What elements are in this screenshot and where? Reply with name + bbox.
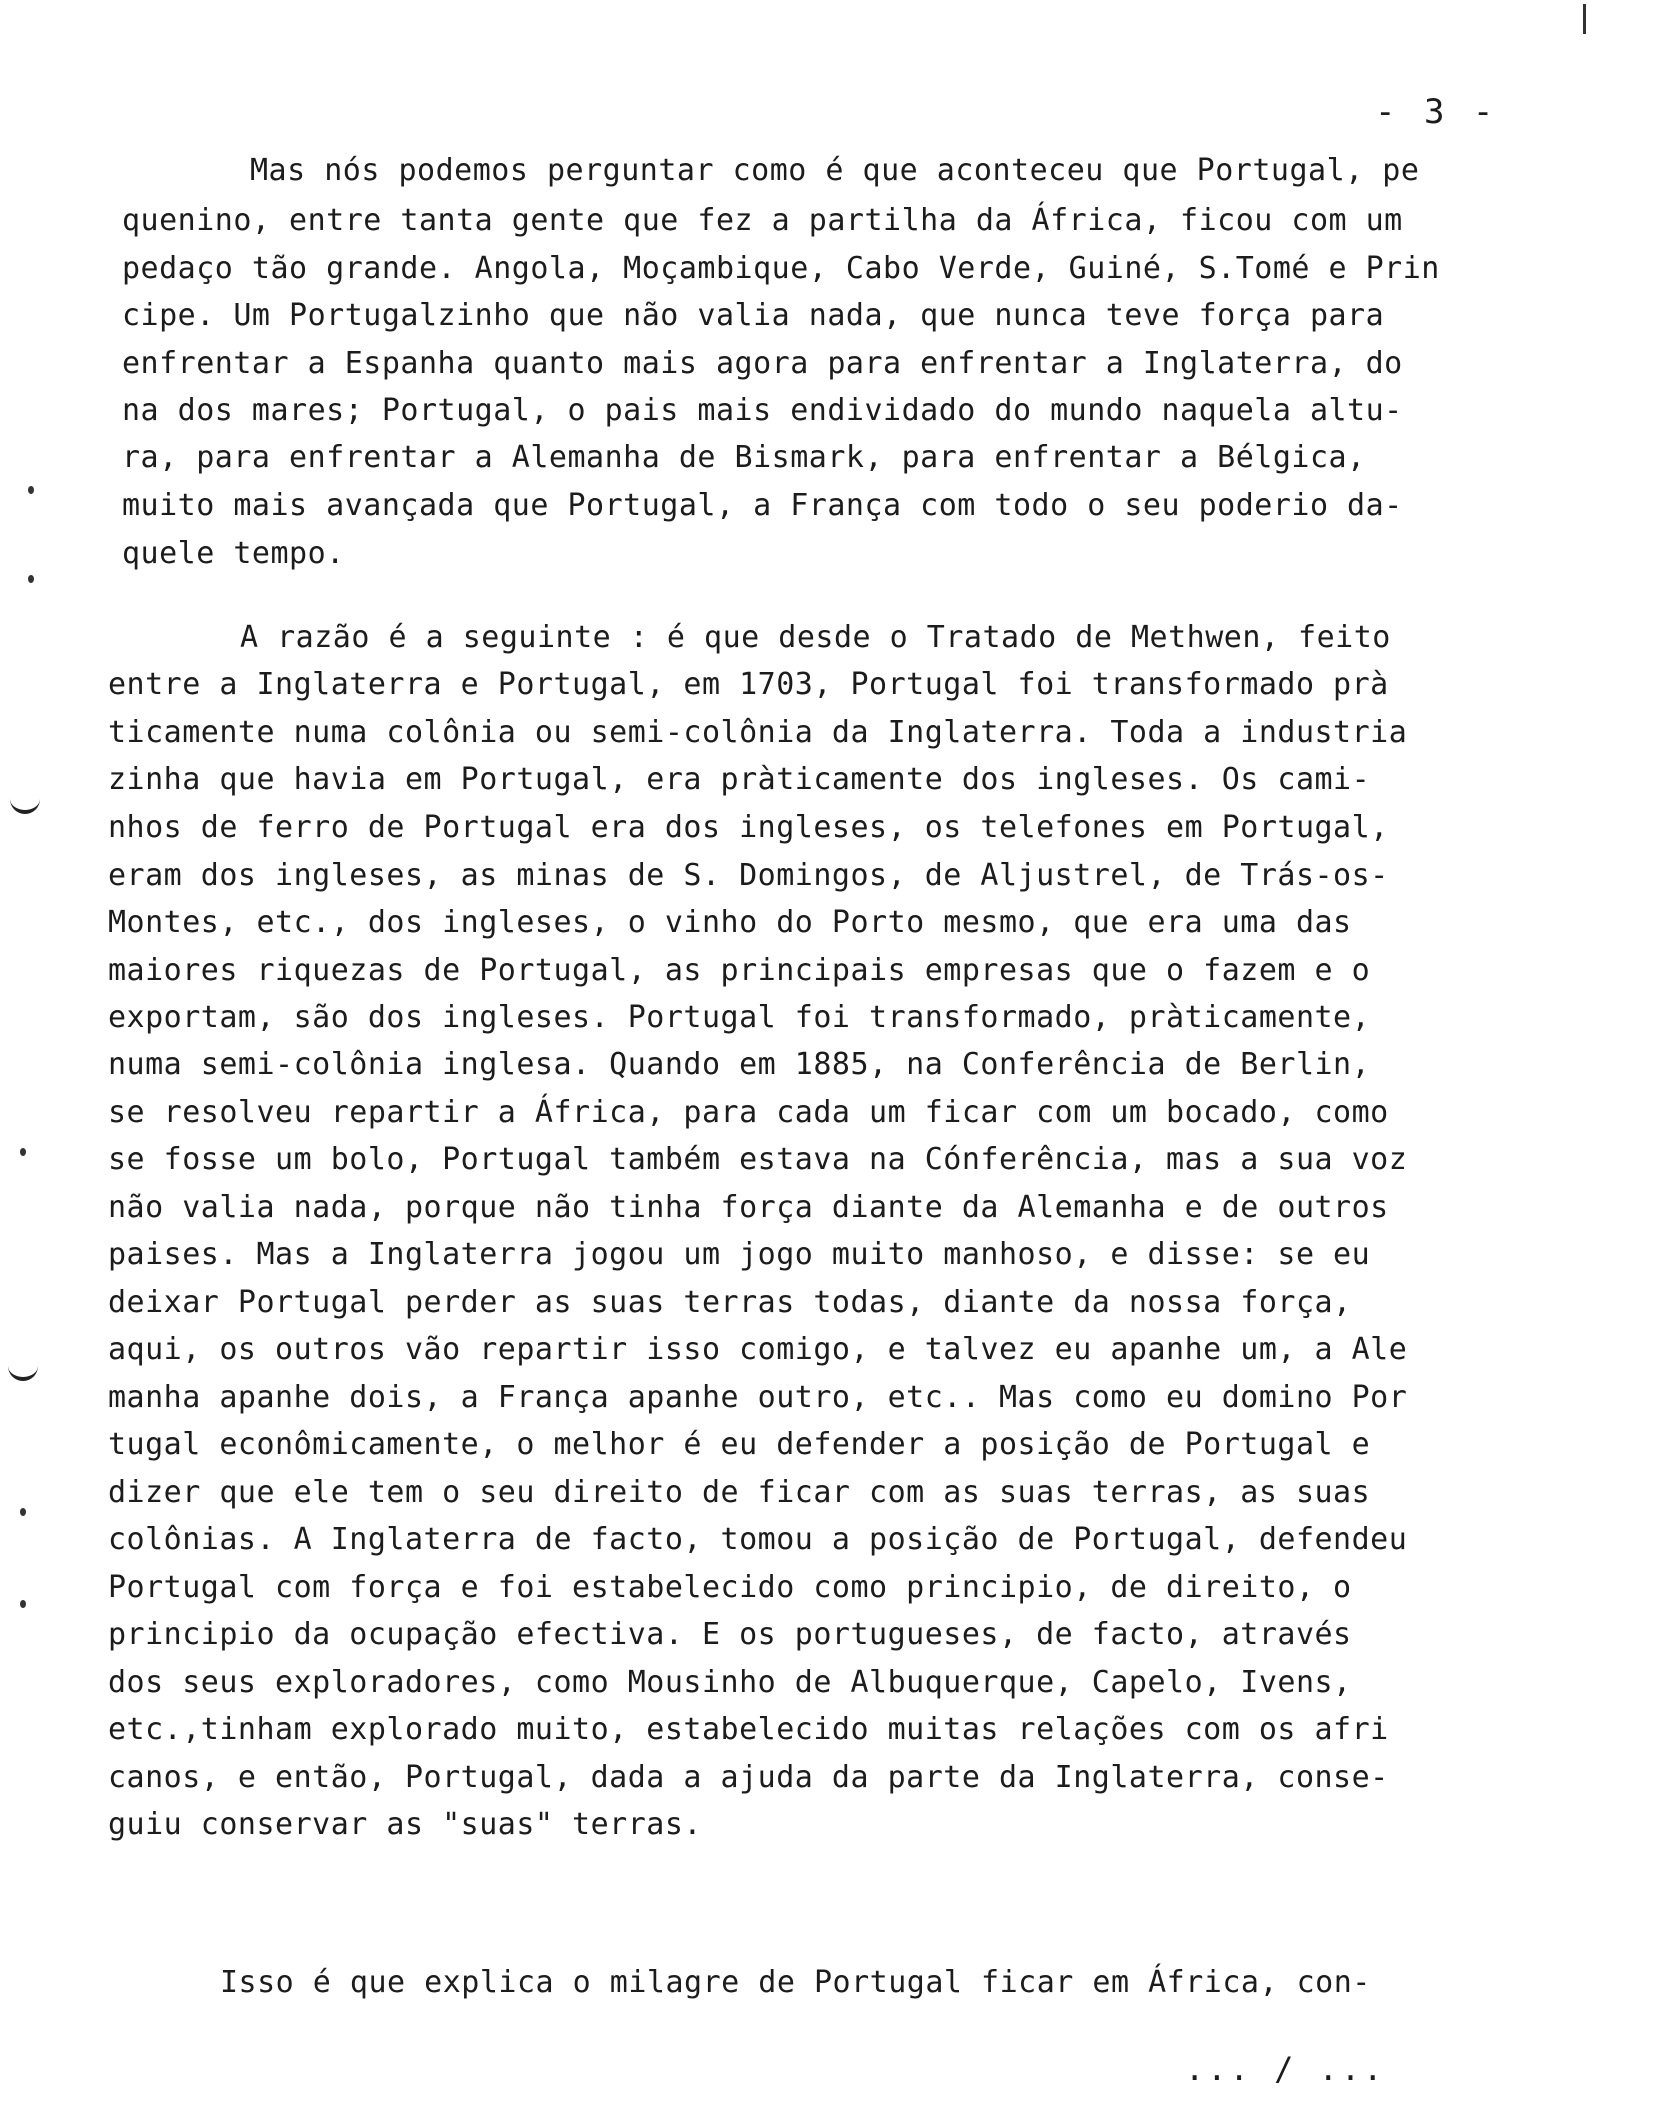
text-line: Portugal com força e foi estabelecido como principio, de direito, o <box>108 1570 1352 1605</box>
text-line: Mas nós podemos perguntar como é que aconteceu que Portugal, pe <box>250 153 1420 188</box>
text-line: pedaço tão grande. Angola, Moçambique, Cabo Verde, Guiné, S.Tomé e Prin <box>122 251 1440 286</box>
text-line: na dos mares; Portugal, o pais mais endividado do mundo naquela altu- <box>122 393 1403 428</box>
margin-mark <box>20 1600 26 1608</box>
text-line: se resolveu repartir a África, para cada um ficar com um bocado, como <box>108 1095 1389 1130</box>
text-line: canos, e então, Portugal, dada a ajuda da parte da Inglaterra, conse- <box>108 1760 1389 1795</box>
margin-mark <box>10 790 40 814</box>
text-line: enfrentar a Espanha quanto mais agora para enfrentar a Inglaterra, do <box>122 346 1403 381</box>
text-line: deixar Portugal perder as suas terras todas, diante da nossa força, <box>108 1285 1352 1320</box>
margin-mark <box>28 575 34 583</box>
text-line: exportam, são dos ingleses. Portugal foi transformado, pràticamente, <box>108 1000 1371 1035</box>
text-line: nhos de ferro de Portugal era dos ingleses, os telefones em Portugal, <box>108 810 1389 845</box>
text-line: maiores riquezas de Portugal, as principais empresas que o fazem e o <box>108 953 1371 988</box>
text-line: dos seus exploradores, como Mousinho de Albuquerque, Capelo, Ivens, <box>108 1665 1352 1700</box>
text-line: ra, para enfrentar a Alemanha de Bismark, para enfrentar a Bélgica, <box>122 440 1366 475</box>
text-line: Montes, etc., dos ingleses, o vinho do Porto mesmo, que era uma das <box>108 905 1352 940</box>
text-line: A razão é a seguinte : é que desde o Tratado de Methwen, feito <box>240 620 1391 655</box>
text-line: muito mais avançada que Portugal, a França com todo o seu poderio da- <box>122 488 1403 523</box>
margin-mark <box>8 1357 38 1381</box>
text-line: eram dos ingleses, as minas de S. Domingos, de Aljustrel, de Trás-os- <box>108 858 1389 893</box>
text-line: entre a Inglaterra e Portugal, em 1703, Portugal foi transformado prà <box>108 667 1389 702</box>
text-line: etc.,tinham explorado muito, estabelecido muitas relações com os afri <box>108 1712 1389 1747</box>
text-line: manha apanhe dois, a França apanhe outro, etc.. Mas como eu domino Por <box>108 1380 1408 1415</box>
text-line: principio da ocupação efectiva. E os portugueses, de facto, através <box>108 1617 1352 1652</box>
continuation-marker: ... / ... <box>1185 2050 1386 2088</box>
text-line: tugal econômicamente, o melhor é eu defender a posição de Portugal e <box>108 1427 1371 1462</box>
text-line: cipe. Um Portugalzinho que não valia nada, que nunca teve força para <box>122 298 1385 333</box>
text-line: não valia nada, porque não tinha força diante da Alemanha e de outros <box>108 1190 1389 1225</box>
margin-mark <box>20 1148 26 1156</box>
text-line: Isso é que explica o milagre de Portugal ficar em África, con- <box>220 1965 1371 2000</box>
text-line: numa semi-colônia inglesa. Quando em 1885, na Conferência de Berlin, <box>108 1047 1371 1082</box>
text-line: dizer que ele tem o seu direito de ficar com as suas terras, as suas <box>108 1475 1371 1510</box>
text-line: zinha que havia em Portugal, era pràticamente dos ingleses. Os cami- <box>108 762 1371 797</box>
text-line: paises. Mas a Inglaterra jogou um jogo muito manhoso, e disse: se eu <box>108 1237 1371 1272</box>
margin-mark <box>20 1508 26 1516</box>
text-line: quenino, entre tanta gente que fez a partilha da África, ficou com um <box>122 203 1403 238</box>
text-line: quele tempo. <box>122 536 345 571</box>
page-number: - 3 - <box>1375 92 1498 132</box>
margin-mark <box>28 486 34 494</box>
text-line: aqui, os outros vão repartir isso comigo, e talvez eu apanhe um, a Ale <box>108 1332 1408 1367</box>
text-line: se fosse um bolo, Portugal também estava na Cónferência, mas a sua voz <box>108 1142 1408 1177</box>
text-line: ticamente numa colônia ou semi-colônia da Inglaterra. Toda a industria <box>108 715 1408 750</box>
margin-mark <box>1583 4 1586 34</box>
text-line: guiu conservar as "suas" terras. <box>108 1807 702 1842</box>
text-line: colônias. A Inglaterra de facto, tomou a posição de Portugal, defendeu <box>108 1522 1408 1557</box>
